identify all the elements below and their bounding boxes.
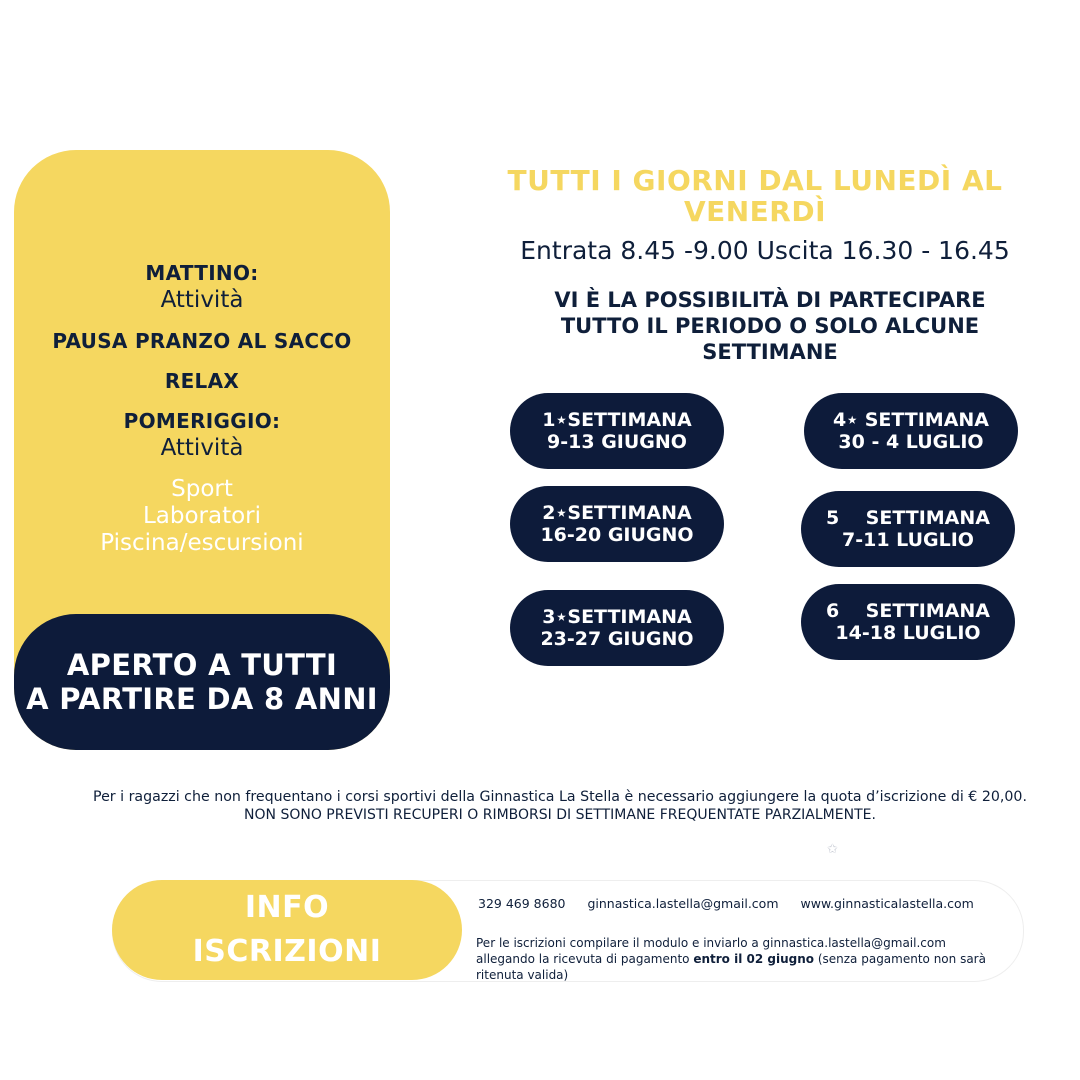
week-number: 4⋆ SETTIMANA bbox=[832, 409, 990, 431]
contacts-row bbox=[478, 896, 992, 911]
relax-label: RELAX bbox=[164, 369, 240, 393]
info-label-line: INFO bbox=[244, 890, 330, 925]
activity-list bbox=[14, 476, 390, 557]
morning-label: MATTINO: bbox=[145, 261, 259, 285]
week-dates: 23-27 GIUGNO bbox=[540, 628, 694, 650]
week-badge bbox=[801, 584, 1015, 660]
days-title: TUTTI I GIORNI DAL LUNEDÌ AL VENERDÌ bbox=[507, 164, 1003, 228]
week-badge bbox=[510, 393, 724, 469]
activities-content bbox=[14, 260, 390, 557]
star-icon: ✩ bbox=[827, 842, 838, 857]
deadline-text: entro il 02 giugno bbox=[693, 952, 815, 966]
week-badge bbox=[804, 393, 1018, 469]
open-to-all-banner bbox=[14, 614, 390, 750]
week-dates: 30 - 4 LUGLIO bbox=[838, 431, 984, 453]
week-dates: 14-18 LUGLIO bbox=[835, 622, 981, 644]
week-badge bbox=[510, 486, 724, 562]
registration-fee-note: Per i ragazzi che non frequentano i corsi sportivi della Ginnastica La Stella è necessario aggiungere la quota d’iscrizione di € 20,00. bbox=[93, 789, 1027, 805]
afternoon-label: POMERIGGIO: bbox=[123, 409, 281, 433]
week-badge bbox=[510, 590, 724, 666]
email-link[interactable]: ginnastica.lastella@gmail.com bbox=[587, 896, 779, 911]
instructions-text: Per le iscrizioni compilare il modulo e inviarlo a ginnastica.lastella@gmail.com allegando la ricevuta di pagamento bbox=[476, 936, 946, 966]
activity-item: Piscina/escursioni bbox=[100, 530, 304, 556]
info-label-line: ISCRIZIONI bbox=[192, 934, 382, 969]
week-number: 3⋆SETTIMANA bbox=[542, 606, 692, 628]
week-number: 5 SETTIMANA bbox=[826, 507, 990, 529]
registration-instructions bbox=[476, 935, 996, 983]
info-label bbox=[112, 880, 462, 980]
hours-text: Entrata 8.45 -9.00 Uscita 16.30 - 16.45 bbox=[520, 236, 1010, 265]
banner-line: A PARTIRE DA 8 ANNI bbox=[26, 682, 378, 716]
no-refund-note: NON SONO PREVISTI RECUPERI O RIMBORSI DI SETTIMANE FREQUENTATE PARZIALMENTE. bbox=[244, 807, 876, 823]
website-link[interactable]: www.ginnasticalastella.com bbox=[800, 896, 974, 911]
instructions-text-end: (senza pagamento non sarà ritenuta valida) bbox=[476, 952, 986, 982]
activity-item: Laboratori bbox=[142, 503, 262, 529]
week-number: 6 SETTIMANA bbox=[826, 600, 990, 622]
phone-number[interactable]: 329 469 8680 bbox=[478, 896, 566, 911]
week-badge bbox=[801, 491, 1015, 567]
banner-line: APERTO A TUTTI bbox=[66, 648, 338, 682]
week-dates: 16-20 GIUGNO bbox=[540, 524, 694, 546]
week-dates: 9-13 GIUGNO bbox=[547, 431, 687, 453]
lunch-label: PAUSA PRANZO AL SACCO bbox=[52, 329, 352, 353]
afternoon-text: Attività bbox=[160, 435, 244, 461]
morning-text: Attività bbox=[160, 287, 244, 313]
activity-item: Sport bbox=[171, 476, 233, 502]
possibility-text: VI È LA POSSIBILITÀ DI PARTECIPARE TUTTO IL PERIODO O SOLO ALCUNE SETTIMANE bbox=[554, 288, 986, 364]
week-dates: 7-11 LUGLIO bbox=[842, 529, 974, 551]
week-number: 1⋆SETTIMANA bbox=[542, 409, 692, 431]
week-number: 2⋆SETTIMANA bbox=[542, 502, 692, 524]
